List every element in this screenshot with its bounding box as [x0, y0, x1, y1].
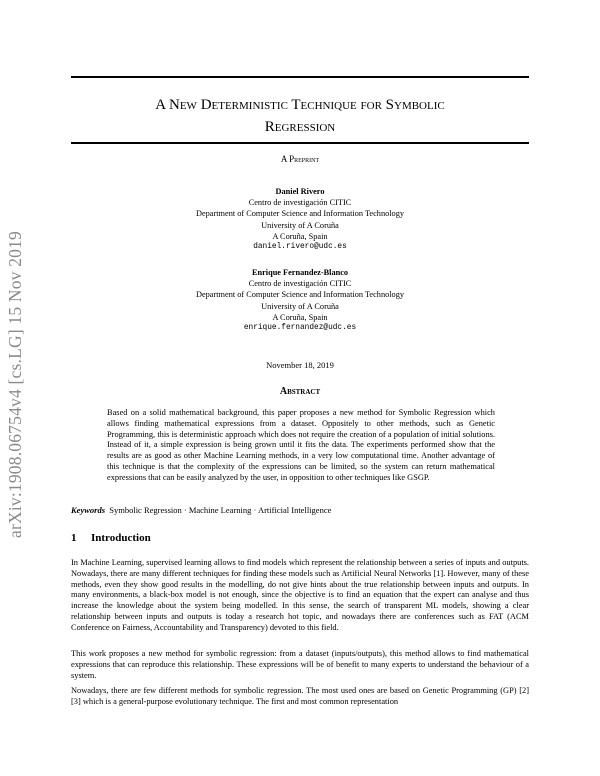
abstract-heading: Abstract [279, 386, 321, 397]
paragraph: In Machine Learning, supervised learning allows to find models which represent the relationship between a series of inputs and outputs. Nowadays, there are many different techniques for finding these models such as Artificial Neural Networks [1]. However, many of these methods, even they show good results in the modelling, do not give hints about the true relationship between inputs and outputs. In many environments, a black-box model is not enough, since the objective is to find an equation that the expert can analyse and thus increase the knowledge about the system being modelled. In this sense, the search of transparent ML models, showing a clear relationship between inputs and outputs is today a research hot topic, and nowadays there are conferences such as FAT (ACM Conference on Fairness, Accountability and Transparency) devoted to this field. [71, 558, 529, 632]
keywords-label: Keywords [71, 505, 105, 515]
paragraph: This work proposes a new method for symbolic regression: from a dataset (inputs/outputs), this method allows to find mathematical expressions that can reproduce this relationship. These expressions will be of benefit to many experts to understand the behaviour of a system. [71, 649, 529, 680]
paragraph: Nowadays, there are few different methods for symbolic regression. The most used ones are based on Genetic Programming (GP) [2] [3] which is a general-purpose evolutionary technique. The first and most common representation [71, 686, 529, 706]
author-email[interactable]: enrique.fernandez@udc.es [243, 324, 357, 333]
author-name: Enrique Fernandez-Blanco [251, 268, 349, 277]
title-line-1: A New Deterministic Technique for Symbolic [155, 97, 445, 113]
keywords [71, 505, 331, 515]
title-top-rule [71, 76, 529, 78]
arxiv-stamp: arXiv:1908.06754v4 [cs.LG] 15 Nov 2019 [5, 230, 25, 538]
author-university: University of A Coruña [261, 301, 339, 311]
section-title: Introduction [91, 532, 151, 544]
section-number: 1 [71, 532, 77, 544]
title-line-2: Regression [264, 119, 336, 135]
author-location: A Coruña, Spain [272, 312, 328, 322]
title-bottom-rule [71, 142, 529, 144]
paper-title [71, 94, 529, 138]
author-name: Daniel Rivero [275, 187, 325, 196]
section-heading [71, 532, 151, 544]
author-affiliation: Centro de investigación CITIC [248, 198, 352, 208]
author-affiliation: Centro de investigación CITIC [248, 279, 352, 289]
author-block-2 [71, 267, 529, 334]
publication-date: November 18, 2019 [266, 360, 334, 370]
preprint-label: A Preprint [280, 154, 320, 164]
author-department: Department of Computer Science and Information Technology [195, 209, 404, 219]
author-location: A Coruña, Spain [272, 231, 328, 241]
author-email[interactable]: daniel.rivero@udc.es [253, 243, 347, 252]
author-block-1 [71, 186, 529, 253]
keywords-list: Symbolic Regression · Machine Learning · Artificial Intelligence [109, 505, 332, 515]
abstract-text: Based on a solid mathematical background, this paper proposes a new method for Symbolic Regression which allows finding mathematical expressions from a dataset. Oppositely to other methods, such as Genetic Programming, this is deterministic approach which does not require the creation of a population of initial solutions. Instead of it, a simple expression is being grown until it fits the data. The experiments performed show that the results are as good as other Machine Learning methods, in a very low computational time. Another advantage of this technique is that the complexity of the expressions can be limited, so the system can return mathematical expressions that can be easily analyzed by the user, in opposition to other techniques like GSGP. [107, 408, 495, 482]
author-university: University of A Coruña [261, 220, 339, 230]
author-department: Department of Computer Science and Information Technology [195, 290, 404, 300]
